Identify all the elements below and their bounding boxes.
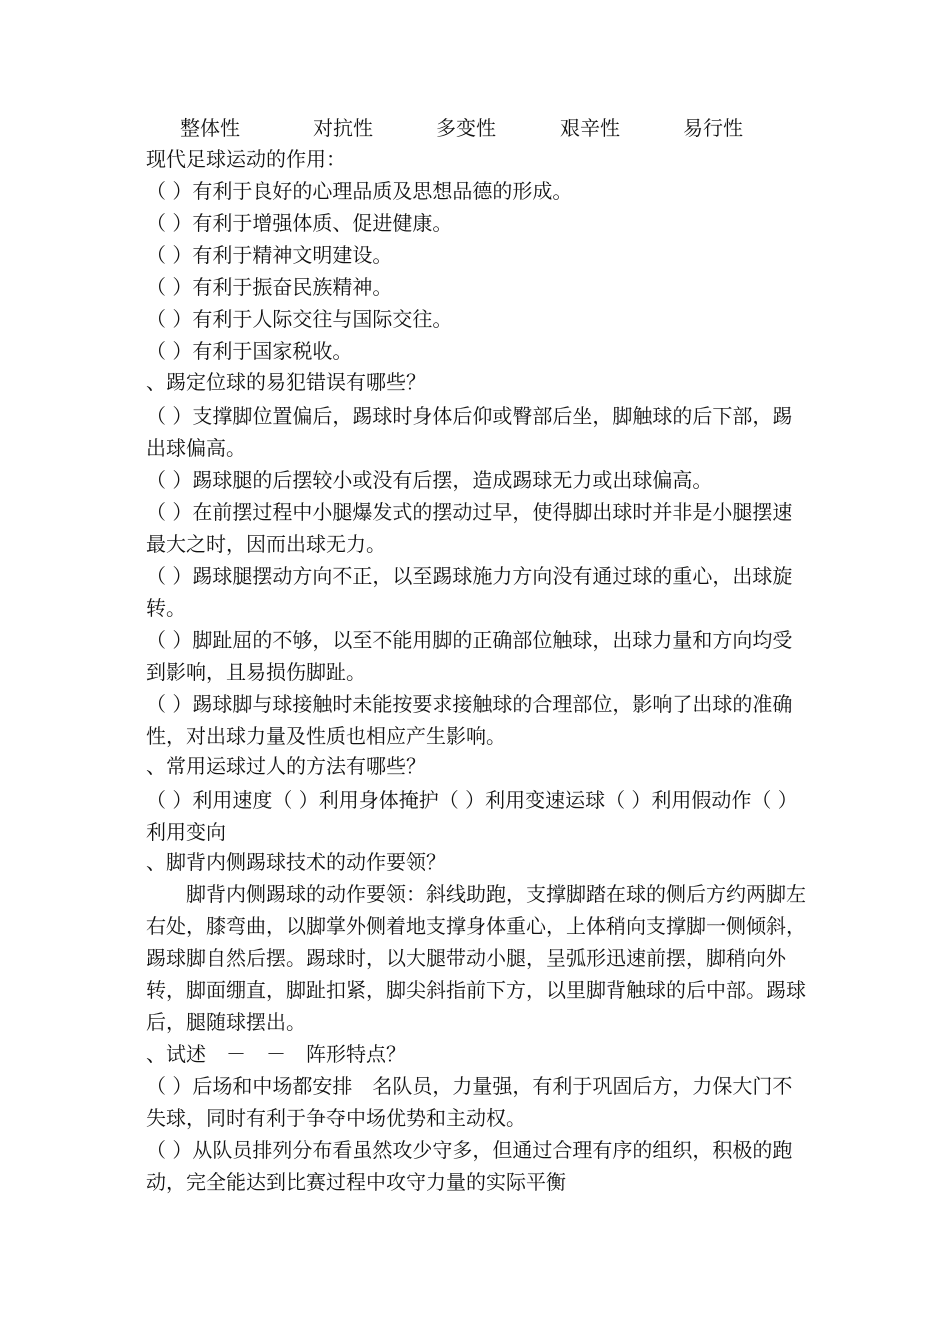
- list-item: （ ）有利于增强体质、促进健康。: [146, 211, 453, 235]
- attribute-item: 对抗性: [313, 116, 373, 140]
- list-item: （ ）踢球腿摆动方向不正，以至踢球施力方向没有通过球的重心，出球旋转。: [146, 564, 793, 620]
- list-item: （ ）踢球脚与球接触时未能按要求接触球的合理部位，影响了出球的准确性，对出球力量及性质也相应产生影响。: [146, 692, 793, 748]
- question-heading: 、踢定位球的易犯错误有哪些？: [146, 370, 426, 394]
- list-item: （ ）在前摆过程中小腿爆发式的摆动过早，使得脚出球时并非是小腿摆速最大之时，因而出球无力。: [146, 500, 793, 556]
- question-heading: 、常用运球过人的方法有哪些？: [146, 754, 426, 778]
- list-item: （ ）有利于振奋民族精神。: [146, 275, 393, 299]
- question-heading: 、试述 － － 阵形特点？: [146, 1042, 406, 1066]
- attribute-item: 整体性: [180, 116, 240, 140]
- attribute-item: 多变性: [436, 116, 496, 140]
- answer-text: （ ）利用速度（ ）利用身体掩护（ ）利用变速运球（ ）利用假动作（ ）利用变向: [146, 788, 798, 844]
- list-item: （ ）有利于良好的心理品质及思想品德的形成。: [146, 179, 573, 203]
- attribute-item: 艰辛性: [560, 116, 620, 140]
- list-item: （ ）支撑脚位置偏后，踢球时身体后仰或臀部后坐，脚触球的后下部，踢出球偏高。: [146, 404, 793, 460]
- section-title: 现代足球运动的作用：: [146, 147, 346, 171]
- answer-paragraph: 脚背内侧踢球的动作要领：斜线助跑，支撑脚踏在球的侧后方约两脚左右处，膝弯曲，以脚掌外侧着地支撑身体重心，上体稍向支撑脚一侧倾斜，踢球脚自然后摆。踢球时，以大腿带动小腿，呈弧形迅速前摆，脚稍向外转，脚面绷直，脚趾扣紧，脚尖斜指前下方，以里脚背触球的后中部。踢球后，腿随球摆出。: [146, 882, 806, 1034]
- list-item: （ ）从队员排列分布看虽然攻少守多，但通过合理有序的组织，积极的跑动，完全能达到比赛过程中攻守力量的实际平衡: [146, 1138, 793, 1194]
- question-heading: 、脚背内侧踢球技术的动作要领？: [146, 850, 446, 874]
- attribute-item: 易行性: [683, 116, 743, 140]
- list-item: （ ）有利于精神文明建设。: [146, 243, 393, 267]
- list-item: （ ）脚趾屈的不够，以至不能用脚的正确部位触球，出球力量和方向均受到影响，且易损伤脚趾。: [146, 628, 793, 684]
- list-item: （ ）有利于国家税收。: [146, 339, 353, 363]
- list-item: （ ）有利于人际交往与国际交往。: [146, 307, 453, 331]
- list-item: （ ）后场和中场都安排 名队员，力量强，有利于巩固后方，力保大门不失球，同时有利于争夺中场优势和主动权。: [146, 1074, 793, 1130]
- list-item: （ ）踢球腿的后摆较小或没有后摆，造成踢球无力或出球偏高。: [146, 468, 713, 492]
